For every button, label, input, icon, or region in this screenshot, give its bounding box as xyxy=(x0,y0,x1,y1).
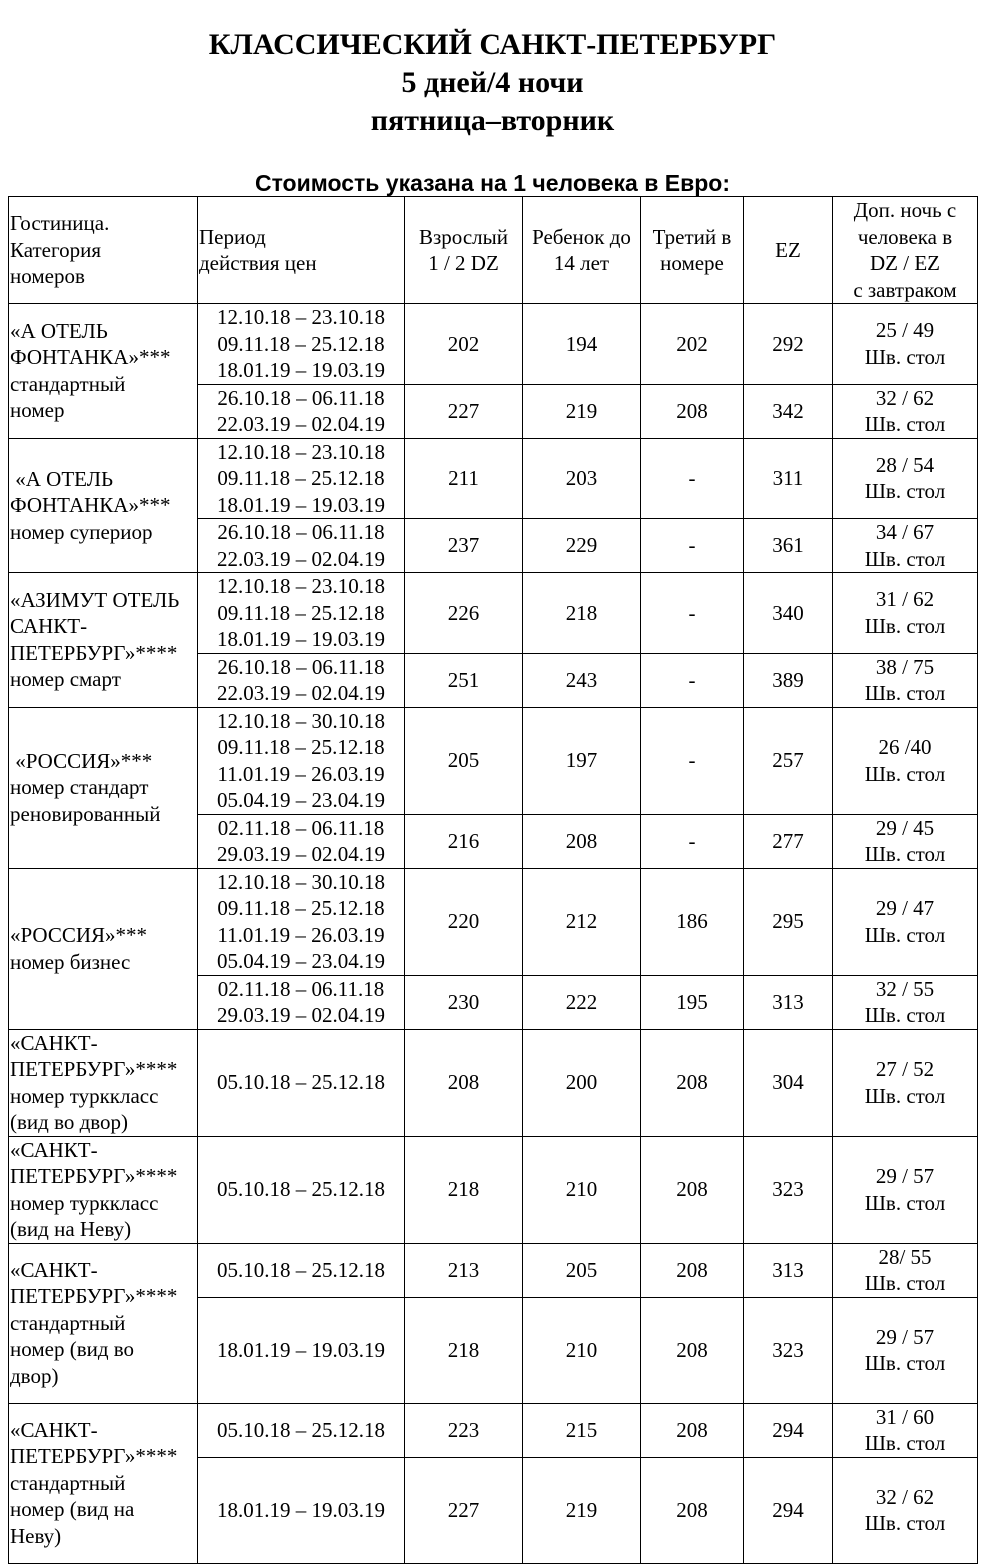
hotel-name-line: «АЗИМУТ ОТЕЛЬ xyxy=(10,587,180,612)
period-cell xyxy=(198,384,405,438)
title-line-days: пятница–вторник xyxy=(370,104,615,137)
extra-night-line: Шв. стол xyxy=(864,1431,946,1455)
hotel-name-line: стандартный xyxy=(10,1470,126,1495)
hotel-name-line: «А ОТЕЛЬ xyxy=(10,466,114,491)
hotel-name-line: ПЕТЕРБУРГ»**** xyxy=(10,1284,178,1309)
period-line: 12.10.18 – 23.10.18 xyxy=(217,305,385,329)
third-person-price-cell: 208 xyxy=(641,384,744,438)
hotel-name-line: номер турккласс xyxy=(10,1083,159,1108)
period-line: 18.01.19 – 19.03.19 xyxy=(217,1337,385,1362)
hotel-name-line: ПЕТЕРБУРГ»**** xyxy=(10,640,178,665)
document-title xyxy=(0,26,985,140)
hotel-name-cell xyxy=(9,1403,198,1563)
extra-night-line: 28 / 54 xyxy=(875,452,935,477)
extra-night-line: 29 / 57 xyxy=(875,1164,935,1188)
header-hotel xyxy=(9,197,198,304)
hotel-name-cell xyxy=(9,1243,198,1403)
extra-night-line: Шв. стол xyxy=(864,546,946,571)
period-line: 09.11.18 – 25.12.18 xyxy=(217,896,385,920)
hotel-name-line: «САНКТ- xyxy=(10,1417,98,1442)
period-line: 05.10.18 – 25.12.18 xyxy=(217,1417,385,1442)
ez-price-cell: 323 xyxy=(744,1297,833,1403)
period-line: 12.10.18 – 30.10.18 xyxy=(217,708,385,733)
table-row xyxy=(9,1403,978,1457)
hotel-name-line: САНКТ- xyxy=(10,614,88,639)
period-line: 22.03.19 – 02.04.19 xyxy=(217,412,385,436)
extra-night-line: 32 / 62 xyxy=(875,1484,935,1509)
extra-night-line: 29 / 45 xyxy=(875,815,935,840)
hotel-name-line: номер смарт xyxy=(10,667,121,692)
hotel-name-line: ФОНТАНКА»*** xyxy=(10,345,171,370)
hotel-name-line: стандартный xyxy=(10,1310,126,1335)
child-price-cell: 212 xyxy=(523,868,641,975)
hotel-name-line: номер (вид на xyxy=(10,1497,135,1522)
third-person-price-cell: - xyxy=(641,653,744,707)
hotel-name-line: «РОССИЯ»*** xyxy=(10,748,153,773)
hotel-name-line: номер турккласс xyxy=(10,1190,159,1215)
hotel-name-line: стандартный xyxy=(10,371,126,396)
table-row xyxy=(9,868,978,975)
hotel-name-line: номер стандарт xyxy=(10,775,149,800)
third-person-price-cell: 186 xyxy=(641,868,744,975)
hotel-name-line: реновированный xyxy=(10,801,161,826)
period-cell xyxy=(198,519,405,573)
adult-price-cell: 202 xyxy=(405,304,523,385)
adult-price-cell: 227 xyxy=(405,384,523,438)
extra-night-cell xyxy=(833,1136,978,1243)
child-price-cell: 219 xyxy=(523,384,641,438)
child-price-cell: 222 xyxy=(523,975,641,1029)
period-cell xyxy=(198,868,405,975)
table-row xyxy=(9,573,978,654)
ez-price-cell: 340 xyxy=(744,573,833,654)
extra-night-cell xyxy=(833,573,978,654)
third-person-price-cell: 202 xyxy=(641,304,744,385)
adult-price-cell: 208 xyxy=(405,1029,523,1136)
ez-price-cell: 294 xyxy=(744,1457,833,1563)
extra-night-cell xyxy=(833,975,978,1029)
hotel-name-line: (вид во двор) xyxy=(10,1110,129,1134)
third-person-price-cell: 208 xyxy=(641,1297,744,1403)
hotel-name-line: Неву) xyxy=(10,1523,62,1548)
adult-price-cell: 220 xyxy=(405,868,523,975)
child-price-cell: 210 xyxy=(523,1297,641,1403)
extra-night-line: 38 / 75 xyxy=(875,654,935,679)
extra-night-cell xyxy=(833,868,978,975)
period-cell xyxy=(198,1457,405,1563)
title-line-main: КЛАССИЧЕСКИЙ САНКТ-ПЕТЕРБУРГ xyxy=(208,28,777,61)
extra-night-line: 29 / 57 xyxy=(875,1324,935,1349)
header-text: Ребенок до xyxy=(532,224,631,249)
table-row xyxy=(9,1243,978,1297)
third-person-price-cell: 208 xyxy=(641,1029,744,1136)
header-text: 1 / 2 DZ xyxy=(428,251,499,275)
period-line: 26.10.18 – 06.11.18 xyxy=(217,520,385,544)
period-line: 12.10.18 – 23.10.18 xyxy=(217,439,385,464)
adult-price-cell: 218 xyxy=(405,1297,523,1403)
ez-price-cell: 277 xyxy=(744,814,833,868)
table-row xyxy=(9,707,978,814)
period-line: 18.01.19 – 19.03.19 xyxy=(217,358,385,382)
extra-night-cell xyxy=(833,304,978,385)
header-text: Гостиница. xyxy=(10,211,110,236)
extra-night-line: 34 / 67 xyxy=(875,520,935,544)
extra-night-line: Шв. стол xyxy=(864,344,946,369)
extra-night-line: Шв. стол xyxy=(864,922,946,947)
period-line: 22.03.19 – 02.04.19 xyxy=(217,546,385,571)
extra-night-cell xyxy=(833,1029,978,1136)
header-ez xyxy=(744,197,833,304)
extra-night-line: Шв. стол xyxy=(864,1003,946,1027)
price-table-body xyxy=(9,197,978,1564)
period-line: 02.11.18 – 06.11.18 xyxy=(217,976,385,1001)
extra-night-cell xyxy=(833,519,978,573)
extra-night-cell xyxy=(833,653,978,707)
period-cell xyxy=(198,1297,405,1403)
child-price-cell: 205 xyxy=(523,1243,641,1297)
ez-price-cell: 313 xyxy=(744,1243,833,1297)
period-line: 18.01.19 – 19.03.19 xyxy=(217,627,385,651)
extra-night-line: 25 / 49 xyxy=(875,318,935,343)
period-cell xyxy=(198,814,405,868)
extra-night-line: 27 / 52 xyxy=(875,1057,935,1081)
extra-night-line: 26 /40 xyxy=(878,735,932,759)
period-line: 22.03.19 – 02.04.19 xyxy=(217,681,385,705)
table-row xyxy=(9,1029,978,1136)
adult-price-cell: 230 xyxy=(405,975,523,1029)
extra-night-cell xyxy=(833,384,978,438)
adult-price-cell: 227 xyxy=(405,1457,523,1563)
third-person-price-cell: - xyxy=(641,573,744,654)
extra-night-line: 31 / 60 xyxy=(875,1404,935,1429)
period-line: 11.01.19 – 26.03.19 xyxy=(217,922,385,947)
third-person-price-cell: 208 xyxy=(641,1403,744,1457)
header-text: Третий в xyxy=(652,224,732,249)
period-cell xyxy=(198,975,405,1029)
adult-price-cell: 223 xyxy=(405,1403,523,1457)
extra-night-cell xyxy=(833,438,978,519)
extra-night-cell xyxy=(833,1457,978,1563)
adult-price-cell: 205 xyxy=(405,707,523,814)
period-cell xyxy=(198,1243,405,1297)
period-line: 29.03.19 – 02.04.19 xyxy=(217,842,385,866)
period-line: 05.10.18 – 25.12.18 xyxy=(217,1257,385,1282)
hotel-name-line: ПЕТЕРБУРГ»**** xyxy=(10,1444,178,1469)
header-extra-night xyxy=(833,197,978,304)
header-text: Период xyxy=(199,224,266,249)
child-price-cell: 208 xyxy=(523,814,641,868)
extra-night-line: 32 / 55 xyxy=(875,976,935,1001)
ez-price-cell: 361 xyxy=(744,519,833,573)
hotel-name-line: «САНКТ- xyxy=(10,1137,98,1162)
hotel-name-line: двор) xyxy=(10,1363,59,1388)
header-text: Доп. ночь с xyxy=(853,198,957,222)
hotel-name-line: номер супериор xyxy=(10,519,153,544)
header-adult xyxy=(405,197,523,304)
extra-night-line: Шв. стол xyxy=(864,761,946,786)
hotel-name-cell xyxy=(9,868,198,1029)
third-person-price-cell: 208 xyxy=(641,1243,744,1297)
hotel-name-line: ПЕТЕРБУРГ»**** xyxy=(10,1164,178,1188)
child-price-cell: 229 xyxy=(523,519,641,573)
extra-night-line: Шв. стол xyxy=(864,1351,946,1375)
adult-price-cell: 251 xyxy=(405,653,523,707)
adult-price-cell: 213 xyxy=(405,1243,523,1297)
period-line: 09.11.18 – 25.12.18 xyxy=(217,600,385,625)
child-price-cell: 203 xyxy=(523,438,641,519)
extra-night-cell xyxy=(833,1297,978,1403)
period-line: 05.04.19 – 23.04.19 xyxy=(217,949,385,973)
header-text: 14 лет xyxy=(553,251,610,275)
period-cell xyxy=(198,438,405,519)
hotel-name-cell xyxy=(9,707,198,868)
extra-night-cell xyxy=(833,1403,978,1457)
period-line: 29.03.19 – 02.04.19 xyxy=(217,1003,385,1027)
extra-night-line: Шв. стол xyxy=(864,1190,946,1215)
extra-night-line: Шв. стол xyxy=(864,613,946,638)
extra-night-line: Шв. стол xyxy=(864,681,946,705)
hotel-name-line: «САНКТ- xyxy=(10,1257,98,1282)
adult-price-cell: 216 xyxy=(405,814,523,868)
extra-night-cell xyxy=(833,707,978,814)
period-cell xyxy=(198,304,405,385)
price-table xyxy=(8,196,978,1564)
period-cell xyxy=(198,707,405,814)
adult-price-cell: 226 xyxy=(405,573,523,654)
ez-price-cell: 304 xyxy=(744,1029,833,1136)
third-person-price-cell: - xyxy=(641,519,744,573)
period-line: 05.10.18 – 25.12.18 xyxy=(217,1177,385,1202)
header-text: действия цен xyxy=(199,251,317,275)
period-line: 05.04.19 – 23.04.19 xyxy=(217,788,385,812)
hotel-name-line: «РОССИЯ»*** xyxy=(10,923,148,947)
child-price-cell: 219 xyxy=(523,1457,641,1563)
hotel-name-line: «А ОТЕЛЬ xyxy=(10,318,108,343)
period-line: 12.10.18 – 23.10.18 xyxy=(217,574,385,598)
period-cell xyxy=(198,1403,405,1457)
third-person-price-cell: - xyxy=(641,438,744,519)
header-text: номеров xyxy=(10,264,85,289)
table-row xyxy=(9,1136,978,1243)
period-cell xyxy=(198,1136,405,1243)
period-line: 11.01.19 – 26.03.19 xyxy=(217,761,385,786)
extra-night-line: 32 / 62 xyxy=(875,385,935,410)
hotel-name-line: номер бизнес xyxy=(10,949,131,974)
child-price-cell: 218 xyxy=(523,573,641,654)
child-price-cell: 210 xyxy=(523,1136,641,1243)
ez-price-cell: 257 xyxy=(744,707,833,814)
header-child xyxy=(523,197,641,304)
period-line: 09.11.18 – 25.12.18 xyxy=(217,466,385,490)
period-line: 05.10.18 – 25.12.18 xyxy=(217,1070,385,1095)
hotel-name-cell xyxy=(9,304,198,439)
header-text: DZ / EZ xyxy=(870,251,940,275)
period-line: 09.11.18 – 25.12.18 xyxy=(217,331,385,356)
third-person-price-cell: 208 xyxy=(641,1136,744,1243)
table-header-row xyxy=(9,197,978,304)
ez-price-cell: 294 xyxy=(744,1403,833,1457)
period-line: 18.01.19 – 19.03.19 xyxy=(217,492,385,517)
period-line: 02.11.18 – 06.11.18 xyxy=(217,815,385,840)
extra-night-line: Шв. стол xyxy=(864,412,946,436)
header-text: Категория xyxy=(10,237,101,262)
ez-price-cell: 313 xyxy=(744,975,833,1029)
hotel-name-line: номер xyxy=(10,398,65,423)
price-note: Стоимость указана на 1 человека в Евро: xyxy=(254,170,730,196)
extra-night-line: Шв. стол xyxy=(864,1083,946,1108)
period-line: 12.10.18 – 30.10.18 xyxy=(217,869,385,894)
header-text: с завтраком xyxy=(853,277,957,302)
extra-night-line: Шв. стол xyxy=(864,479,946,504)
hotel-name-line: номер (вид во xyxy=(10,1337,135,1362)
extra-night-cell xyxy=(833,814,978,868)
period-line: 26.10.18 – 06.11.18 xyxy=(217,654,385,679)
header-text: Взрослый xyxy=(419,224,508,249)
header-third xyxy=(641,197,744,304)
third-person-price-cell: - xyxy=(641,814,744,868)
child-price-cell: 200 xyxy=(523,1029,641,1136)
ez-price-cell: 311 xyxy=(744,438,833,519)
hotel-name-cell xyxy=(9,1136,198,1243)
adult-price-cell: 211 xyxy=(405,438,523,519)
hotel-name-cell xyxy=(9,573,198,708)
third-person-price-cell: - xyxy=(641,707,744,814)
adult-price-cell: 237 xyxy=(405,519,523,573)
hotel-name-line: (вид на Неву) xyxy=(10,1217,132,1241)
extra-night-line: 28/ 55 xyxy=(878,1244,932,1269)
extra-night-line: Шв. стол xyxy=(864,1511,946,1535)
period-cell xyxy=(198,1029,405,1136)
table-row xyxy=(9,438,978,519)
extra-night-cell xyxy=(833,1243,978,1297)
header-text: номере xyxy=(660,251,724,275)
extra-night-line: 29 / 47 xyxy=(875,896,935,920)
period-line: 09.11.18 – 25.12.18 xyxy=(217,735,385,759)
title-line-duration: 5 дней/4 ночи xyxy=(401,66,584,99)
table-row xyxy=(9,304,978,385)
header-text: человека в xyxy=(857,224,953,249)
ez-price-cell: 323 xyxy=(744,1136,833,1243)
child-price-cell: 194 xyxy=(523,304,641,385)
header-period xyxy=(198,197,405,304)
period-line: 26.10.18 – 06.11.18 xyxy=(217,385,385,410)
period-line: 18.01.19 – 19.03.19 xyxy=(217,1497,385,1522)
extra-night-line: Шв. стол xyxy=(864,1271,946,1295)
header-text: EZ xyxy=(775,237,801,262)
adult-price-cell: 218 xyxy=(405,1136,523,1243)
child-price-cell: 243 xyxy=(523,653,641,707)
hotel-name-cell xyxy=(9,438,198,573)
hotel-name-line: ПЕТЕРБУРГ»**** xyxy=(10,1057,178,1081)
third-person-price-cell: 195 xyxy=(641,975,744,1029)
hotel-name-line: ФОНТАНКА»*** xyxy=(10,493,171,517)
extra-night-line: Шв. стол xyxy=(864,842,946,866)
ez-price-cell: 292 xyxy=(744,304,833,385)
ez-price-cell: 389 xyxy=(744,653,833,707)
hotel-name-line: «САНКТ- xyxy=(10,1030,98,1055)
third-person-price-cell: 208 xyxy=(641,1457,744,1563)
ez-price-cell: 342 xyxy=(744,384,833,438)
ez-price-cell: 295 xyxy=(744,868,833,975)
period-cell xyxy=(198,653,405,707)
extra-night-line: 31 / 62 xyxy=(875,587,935,612)
child-price-cell: 197 xyxy=(523,707,641,814)
hotel-name-cell xyxy=(9,1029,198,1136)
child-price-cell: 215 xyxy=(523,1403,641,1457)
period-cell xyxy=(198,573,405,654)
